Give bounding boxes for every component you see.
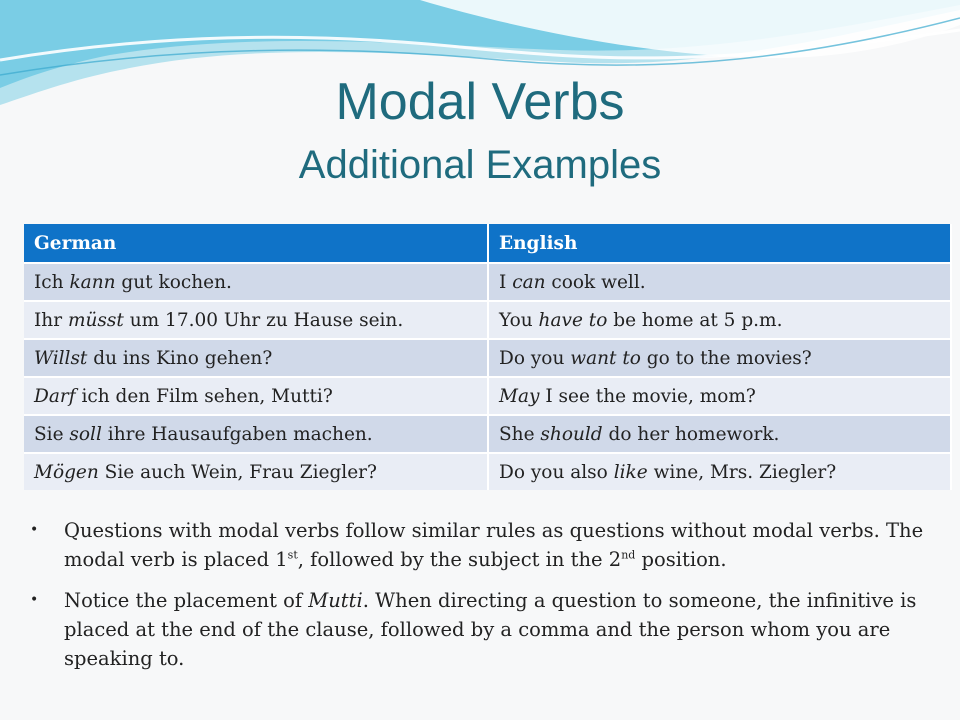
- header-english: English: [488, 224, 951, 263]
- slide-title: Modal Verbs: [335, 73, 625, 131]
- note-item: [30, 586, 945, 673]
- sentence-part: um 17.00 Uhr zu Hause sein.: [123, 309, 404, 331]
- notes-list: [30, 516, 945, 685]
- english-cell: [488, 301, 951, 339]
- sentence-part: wine, Mrs. Ziegler?: [647, 461, 837, 483]
- german-cell: [24, 339, 488, 377]
- modal-verb: like: [613, 461, 648, 483]
- sentence-part: ich den Film sehen, Mutti?: [75, 385, 333, 407]
- sentence-part: du ins Kino gehen?: [87, 347, 273, 369]
- sentence-part: I see the movie, mom?: [539, 385, 756, 407]
- note-text: Notice the placement of Mutti. When directing a question to someone, the infinitive is placed at the end of the clause, followed by a comma and the person whom you are speaking to.: [64, 589, 917, 670]
- english-cell: [488, 339, 951, 377]
- sentence-part: gut kochen.: [115, 271, 232, 293]
- english-cell: [488, 377, 951, 415]
- modal-verb: soll: [69, 423, 102, 445]
- table-row: [24, 453, 951, 490]
- modal-verb: have to: [538, 309, 608, 331]
- bullet-icon: •: [30, 592, 39, 608]
- sentence-part: I: [499, 271, 513, 293]
- sentence-part: Sie: [34, 423, 70, 445]
- sentence-part: You: [499, 309, 539, 331]
- sentence-part: Do you also: [499, 461, 614, 483]
- english-cell: [488, 453, 951, 490]
- note-item: [30, 516, 945, 574]
- modal-verb: müsst: [67, 309, 124, 331]
- sentence-part: Sie auch Wein, Frau Ziegler?: [98, 461, 377, 483]
- modal-verb: can: [512, 271, 546, 293]
- modal-verb: want to: [570, 347, 641, 369]
- modal-verb: May: [499, 385, 540, 407]
- table-header-row: [24, 224, 951, 263]
- table-row: [24, 415, 951, 453]
- modal-verb: Mögen: [34, 461, 99, 483]
- table-row: [24, 339, 951, 377]
- slide-subtitle: Additional Examples: [298, 143, 662, 187]
- sentence-part: Ihr: [34, 309, 68, 331]
- modal-verb: should: [540, 423, 603, 445]
- table-row: [24, 263, 951, 301]
- bullet-icon: •: [30, 522, 39, 538]
- german-cell: [24, 415, 488, 453]
- sentence-part: go to the movies?: [640, 347, 812, 369]
- english-cell: [488, 263, 951, 301]
- sentence-part: She: [499, 423, 541, 445]
- examples-table: [24, 224, 952, 490]
- modal-verb: kann: [69, 271, 116, 293]
- modal-verb: Willst: [34, 347, 88, 369]
- sentence-part: Do you: [499, 347, 571, 369]
- note-text: Questions with modal verbs follow similar rules as questions without modal verbs. The modal verb is placed 1st, followed by the subject in the 2nd position.: [64, 519, 924, 571]
- german-cell: [24, 263, 488, 301]
- sentence-part: ihre Hausaufgaben machen.: [101, 423, 373, 445]
- german-cell: [24, 377, 488, 415]
- table-row: [24, 377, 951, 415]
- sentence-part: be home at 5 p.m.: [607, 309, 783, 331]
- sentence-part: Ich: [34, 271, 70, 293]
- german-cell: [24, 301, 488, 339]
- english-cell: [488, 415, 951, 453]
- sentence-part: do her homework.: [602, 423, 780, 445]
- modal-verb: Darf: [34, 385, 76, 407]
- german-cell: [24, 453, 488, 490]
- header-german: German: [24, 224, 488, 263]
- sentence-part: cook well.: [545, 271, 646, 293]
- table-row: [24, 301, 951, 339]
- table-body: [24, 263, 951, 490]
